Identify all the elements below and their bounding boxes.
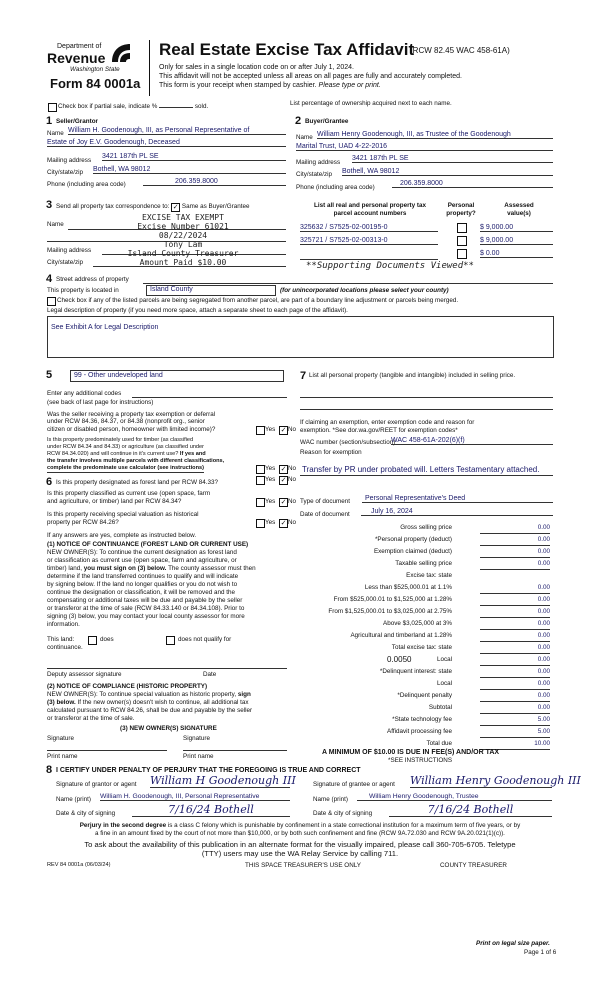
new-owner-signature-heading: (3) NEW OWNER(S) SIGNATURE	[120, 725, 217, 732]
q-timber-4: the transfer involves multiple parcels with different classifications,	[47, 458, 225, 464]
tax-value-local[interactable]: 0.00	[480, 654, 550, 666]
local-rate: 0.0050	[387, 655, 412, 664]
tax-row-tech-fee: *State technology fee 5.00	[300, 714, 550, 725]
land-does-not-checkbox[interactable]	[166, 636, 175, 645]
stamp-line-5: Island County Treasurer	[127, 249, 239, 258]
land-does-not-label: does not qualify for	[178, 636, 232, 643]
if-any-note: If any answers are yes, complete as instructed below.	[47, 532, 197, 539]
personal-property-line-2[interactable]	[300, 409, 553, 410]
buyer-city-label: City/state/zip	[296, 171, 333, 178]
tax-row-bracket-2: From $525,000.01 to $1,525,000 at 1.28% 0.00	[300, 594, 550, 605]
personal-property-checkbox-1[interactable]	[457, 223, 467, 233]
corr-city-label: City/state/zip	[47, 259, 84, 266]
treasurer-use-label: THIS SPACE TREASURER'S USE ONLY	[245, 862, 361, 869]
tax-row-total-due: Total due 10.00	[300, 738, 550, 749]
tax-row-interest-state: *Delinquent interest: state 0.00	[300, 666, 550, 677]
seller-phone[interactable]: 206.359.8000	[143, 178, 286, 186]
grantee-date-label: Date & city of signing	[313, 810, 373, 817]
corr-name-label: Name	[47, 221, 64, 228]
tax-value-bracket-3[interactable]: 0.00	[480, 606, 550, 618]
notice-1-line-c: timber) land, you must sign on (3) below. The county assessor must then	[47, 565, 256, 572]
q-forest-yes-checkbox[interactable]	[256, 476, 265, 485]
doc-date-label: Date of document	[300, 511, 350, 518]
street-address-label: Street address of property	[56, 276, 129, 283]
parcel-number-1[interactable]: 325632 / S7525-02-00195-0	[300, 224, 438, 232]
see-instructions-note: *SEE INSTRUCTIONS	[388, 757, 453, 764]
stamp-line-1: EXCISE TAX EXEMPT	[142, 213, 224, 222]
q-exemption-2: under RCW 84.36, 84.37, or 84.38 (nonprofit org., senior	[47, 418, 205, 425]
section-5-number: 5	[46, 369, 53, 381]
section-7-number: 7	[300, 370, 307, 382]
land-does-checkbox[interactable]	[88, 636, 97, 645]
stamp-line-2: Excise Number 61021	[137, 222, 229, 231]
notice-2-line-b: (3) below. If the new owner(s) doesn't wish to continue, all additional tax	[47, 699, 249, 706]
reason-line	[300, 475, 553, 476]
tax-row-agricultural: Agricultural and timberland at 1.28% 0.00	[300, 630, 550, 641]
tax-value-tech-fee[interactable]: 5.00	[480, 714, 550, 726]
corr-mailing-label: Mailing address	[47, 247, 92, 254]
land-use-select[interactable]: 99 - Other undeveloped land	[70, 370, 284, 382]
header-sub-1: Only for sales in a single location code on or after July 1, 2024.	[159, 64, 354, 71]
buyer-name-2[interactable]: Marital Trust, UAD 4-22-2016	[296, 143, 553, 151]
additional-codes-line[interactable]	[132, 397, 287, 398]
q-timber-yes-checkbox[interactable]	[256, 465, 265, 474]
tax-value-interest-local[interactable]: 0.00	[480, 678, 550, 690]
buyer-heading: Buyer/Grantee	[305, 118, 349, 125]
tax-value-penalty[interactable]: 0.00	[480, 690, 550, 702]
q-historic-2: property per RCW 84.26?	[47, 519, 119, 526]
deputy-signature-label: Deputy assessor signature	[47, 671, 122, 678]
owner-signature-label-1: Signature	[47, 735, 74, 742]
dept-label: Department of	[57, 43, 102, 50]
tax-row-local: Local 0.00	[300, 654, 550, 665]
assessed-header: Assessed value(s)	[504, 202, 534, 217]
tax-row-interest-local: Local 0.00	[300, 678, 550, 689]
notice-2-title: (2) NOTICE OF COMPLIANCE (HISTORIC PROPERTY)	[47, 683, 208, 690]
notice-1-line-h: or transferor at the time of sale (RCW 84.33.140 or 84.34.108). Prior to	[47, 605, 245, 612]
legal-desc-value: See Exhibit A for Legal Description	[51, 324, 159, 331]
q-current-use-yes-label: Yes	[265, 498, 276, 505]
q-forest: Is this property designated as forest land per RCW 84.33?	[56, 479, 219, 486]
tax-row-bracket-3: From $1,525,000.01 to $3,025,000 at 2.75% 0.00	[300, 606, 550, 617]
tax-value-bracket-2[interactable]: 0.00	[480, 594, 550, 606]
section-4-number: 4	[46, 273, 53, 285]
notice-2-line-a: NEW OWNER(S): To continue special valuation as historic property, sign	[47, 691, 251, 698]
q-exemption-yes-label: Yes	[265, 426, 276, 433]
alt-format-line-2: (TTY) users may use the WA Relay Service by calling 711.	[201, 849, 399, 858]
q-current-use-1: Is this property classified as current use (open space, farm	[47, 490, 211, 497]
segregated-label: Check box if any of the listed parcels are being segregated from another parcel, are part of a boundary line adjustment or parcels being merged.	[57, 297, 459, 304]
grantor-name-label: Name (print)	[56, 796, 91, 803]
county-select[interactable]: Island County	[146, 285, 276, 296]
buyer-phone[interactable]: 206.359.8000	[392, 180, 553, 188]
tax-value-bracket-1[interactable]: 0.00	[480, 582, 550, 594]
parcel-number-2[interactable]: 325721 / S7525-02-00313-0	[300, 237, 438, 245]
q-exemption-no-checkbox[interactable]: ✓	[280, 427, 287, 434]
tax-row-gross: Gross selling price 0.00	[300, 522, 550, 533]
buyer-name-1[interactable]: William Henry Goodenough, III, as Trustee of the Goodenough	[317, 131, 553, 139]
q-historic-no-checkbox[interactable]: ✓	[280, 520, 287, 527]
header-sub-3: This form is your receipt when stamped by cashier. Please type or print.	[159, 82, 381, 89]
seller-phone-label: Phone (including area code)	[47, 181, 126, 188]
tax-value-bracket-4[interactable]: 0.00	[480, 618, 550, 630]
alt-format-line-1: To ask about the availability of this publication in an alternate format for the visually impaired, please call 360-705-6705. Teletype	[84, 840, 516, 849]
q-forest-yes-label: Yes	[265, 476, 276, 483]
personal-header: Personal property?	[446, 202, 476, 217]
tax-value-total-state[interactable]: 0.00	[480, 642, 550, 654]
form-rcw: (RCW 82.45 WAC 458-61A)	[410, 46, 510, 55]
deputy-date-label: Date	[203, 671, 217, 678]
grantee-name[interactable]: William Henry Goodenough, Trustee	[357, 793, 552, 801]
notice-1-line-i: signing (3) below, you may contact your local county assessor for more	[47, 613, 245, 620]
q-timber-5: complete the predominate use calculator (see instructions)	[47, 465, 204, 471]
buyer-city[interactable]: Bothell, WA 98012	[342, 168, 553, 176]
legal-desc-label: Legal description of property (if you need more space, attach a separate sheet to each page of the affidavit).	[47, 307, 348, 314]
parcel-header: List all real and personal property tax parcel account numbers	[314, 202, 426, 217]
section-6-number: 6	[46, 476, 53, 488]
legal-desc-box[interactable]	[47, 316, 554, 358]
revenue-logo-text: Revenue	[47, 50, 106, 66]
seller-mailing-label: Mailing address	[47, 157, 92, 164]
same-as-buyer-checkbox[interactable]: ✓	[172, 204, 179, 211]
section-2-number: 2	[295, 115, 302, 127]
q-historic-1: Is this property receiving special valuation as historical	[47, 511, 199, 518]
owner-signature-label-2: Signature	[183, 735, 210, 742]
perjury-line-1: Perjury in the second degree is a class C felony which is punishable by confinement in a state correctional institution for a maximum term of five years, or by	[79, 822, 521, 829]
tax-row-penalty: *Delinquent penalty 0.00	[300, 690, 550, 701]
seller-heading: Seller/Grantor	[56, 118, 98, 125]
notice-1-line-j: information.	[47, 621, 80, 628]
tax-value-processing-fee[interactable]: 5.00	[480, 726, 550, 738]
owner-print-label-1: Print name	[47, 753, 78, 760]
notice-1-line-e: by signing below. If the land no longer qualifies or you do not wish to	[47, 581, 238, 588]
seller-mailing[interactable]: 3421 187th PL SE	[102, 153, 286, 161]
tax-row-excise-state: Excise tax: state	[406, 572, 452, 579]
perjury-line-2: a fine in an amount fixed by the court of not more than $10,000, or by both such confinement and fine (RCW 9A.72.030 and RCW 9A.20.021(1)(c)).	[95, 830, 505, 837]
tax-row-taxable: Taxable selling price 0.00	[300, 558, 550, 569]
grantor-date[interactable]: 7/16/24 Bothell	[132, 803, 290, 817]
stamp-line-3: 08/22/2024	[158, 231, 208, 240]
seller-city[interactable]: Bothell, WA 98012	[93, 166, 286, 174]
form-number: Form 84 0001a	[50, 76, 141, 91]
claim-exemption-2: exemption. *See dor.wa.gov/REET for exemption codes*	[300, 427, 458, 434]
partial-sale-label: Check box if partial sale, indicate % sold.	[58, 103, 209, 110]
unincorporated-note: (for unincorporated locations please select your county)	[280, 287, 449, 294]
owner-signature-line-1[interactable]	[47, 750, 167, 751]
q-exemption-yes-checkbox[interactable]	[256, 426, 265, 435]
form-title: Real Estate Excise Tax Affidavit	[159, 40, 415, 59]
continuance-label: continuance.	[47, 644, 83, 651]
notice-1-title: (1) NOTICE OF CONTINUANCE (FOREST LAND OR CURRENT USE)	[47, 541, 249, 548]
tax-row-subtotal: Subtotal 0.00	[300, 702, 550, 713]
header-divider	[149, 40, 150, 96]
seller-name-label: Name	[47, 130, 64, 137]
ownership-note: List percentage of ownership acquired next to each name.	[290, 100, 452, 107]
seller-name-1[interactable]: William H. Goodenough, III, as Personal Representative of	[68, 127, 286, 135]
supporting-docs-stamp: **Supporting Documents Viewed**	[306, 261, 474, 271]
tax-row-personal: *Personal property (deduct) 0.00	[300, 534, 550, 545]
land-does-label: does	[100, 636, 114, 643]
seller-name-2[interactable]: Estate of Joy E.V. Goodenough, Deceased	[47, 139, 286, 147]
q-historic-no-label: No	[288, 519, 297, 526]
notice-1-line-g: compensating or additional taxes will be due and payable by the seller	[47, 597, 243, 604]
personal-property-checkbox-3[interactable]	[457, 249, 467, 259]
grantor-date-label: Date & city of signing	[56, 810, 116, 817]
q-current-use-no-label: No	[288, 498, 297, 505]
partial-sale-checkbox[interactable]	[48, 103, 57, 112]
notice-2-line-d: or transferor at the time of sale.	[47, 715, 135, 722]
notice-1-line-d: determine if the land transferred continues to qualify and will indicate	[47, 573, 239, 580]
claim-exemption-1: If claiming an exemption, enter exemption code and reason for	[300, 419, 475, 426]
assessed-value-2[interactable]: $ 9,000.00	[480, 237, 553, 245]
header-sub-2: This affidavit will not be accepted unless all areas on all pages are fully and accurately completed.	[159, 73, 462, 80]
county-treasurer-label: COUNTY TREASURER	[440, 862, 507, 869]
grantee-signature[interactable]: William Henry Goodenough III	[410, 774, 581, 787]
notice-1-line-f: continue the designation or classification, it will be removed and the	[47, 589, 235, 596]
q-timber-1: Is this property predominately used for timber (as classified	[47, 437, 194, 443]
tax-value-agricultural[interactable]: 0.00	[480, 630, 550, 642]
segregated-checkbox[interactable]	[47, 297, 56, 306]
stamp-line-4: Tony Lam	[163, 240, 203, 249]
wac-value[interactable]: WAC 458-61A-202(6)(f)	[391, 437, 553, 445]
tax-value-interest-state[interactable]: 0.00	[480, 666, 550, 678]
notice-2-line-c: calculated pursuant to RCW 84.26, shall be due and payable by the seller	[47, 707, 253, 714]
tax-row-bracket-1: Less than $525,000.01 at 1.1% 0.00	[300, 582, 550, 593]
q-historic-yes-label: Yes	[265, 519, 276, 526]
located-label: This property is located in	[47, 287, 119, 294]
parcel-number-3[interactable]	[300, 250, 438, 260]
seller-city-label: City/state/zip	[47, 169, 84, 176]
q-exemption-3: citizen or disabled person, homeowner with limited income)?	[47, 426, 216, 433]
buyer-name-label: Name	[296, 134, 313, 141]
tax-value-personal[interactable]: 0.00	[480, 534, 550, 546]
tax-value-total-due[interactable]: 10.00	[480, 738, 550, 750]
minimum-due-note: A MINIMUM OF $10.00 IS DUE IN FEE(S) AND/OR TAX	[322, 749, 500, 756]
q-timber-yes-label: Yes	[265, 465, 276, 472]
grantee-date[interactable]: 7/16/24 Bothell	[389, 803, 552, 817]
tax-value-taxable[interactable]: 0.00	[480, 558, 550, 570]
assessed-value-3[interactable]: $ 0.00	[480, 250, 553, 258]
buyer-phone-label: Phone (including area code)	[296, 184, 375, 191]
personal-property-list-label: List all personal property (tangible and intangible) included in selling price.	[309, 372, 516, 379]
q-forest-no-label: No	[288, 476, 297, 483]
see-back-note: (see back of last page for instructions)	[47, 399, 154, 406]
q-historic-yes-checkbox[interactable]	[256, 519, 265, 528]
q-current-use-yes-checkbox[interactable]	[256, 498, 265, 507]
tax-value-subtotal[interactable]: 0.00	[480, 702, 550, 714]
page-number: Page 1 of 6	[524, 949, 557, 956]
owner-signature-line-2[interactable]	[183, 750, 287, 751]
tax-row-total-state: Total excise tax: state 0.00	[300, 642, 550, 653]
additional-codes-label: Enter any additional codes	[47, 390, 122, 397]
q-timber-no-checkbox[interactable]: ✓	[280, 466, 287, 473]
tax-row-bracket-4: Above $3,025,000 at 3% 0.00	[300, 618, 550, 629]
notice-1-line-b: or classification as current use (open space, farm and agriculture, or	[47, 557, 237, 564]
buyer-mailing[interactable]: 3421 187th PL SE	[352, 155, 553, 163]
q-timber-no-label: No	[288, 465, 297, 472]
grantee-name-label: Name (print)	[313, 796, 348, 803]
notice-1-line-a: NEW OWNER(S): To continue the current designation as forest land	[47, 549, 237, 556]
street-address-line[interactable]	[143, 283, 553, 284]
q-timber-2: under RCW 84.34 and 84.33) or agriculture (as classified under	[47, 444, 205, 450]
treasurer-stamp	[108, 213, 258, 267]
state-label: Washington State	[70, 66, 120, 73]
owner-print-label-2: Print name	[183, 753, 214, 760]
grantor-signature-label: Signature of grantor or agent	[56, 781, 137, 788]
section-3-number: 3	[46, 199, 53, 211]
deputy-signature-line[interactable]	[47, 668, 287, 669]
grantor-name[interactable]: William H. Goodenough, III, Personal Representative	[100, 793, 290, 801]
section-3-text: Send all property tax correspondence to: ✓ Same as Buyer/Grantee	[56, 203, 250, 211]
wac-label: WAC number (section/subsection)	[300, 439, 396, 446]
buyer-mailing-label: Mailing address	[296, 159, 341, 166]
grantor-signature[interactable]: William H Goodenough III	[150, 774, 296, 787]
q-exemption-1: Was the seller receiving a property tax exemption or deferral	[47, 411, 216, 418]
q-exemption-no-label: No	[288, 426, 297, 433]
legal-paper-note: Print on legal size paper.	[476, 940, 550, 947]
q-forest-no-checkbox[interactable]: ✓	[280, 477, 287, 484]
stamp-line-6: Amount Paid $10.00	[139, 258, 227, 267]
certify-statement: I CERTIFY UNDER PENALTY OF PERJURY THAT THE FOREGOING IS TRUE AND CORRECT	[56, 767, 361, 774]
this-land-label: This land:	[47, 636, 75, 643]
doc-date-value[interactable]: July 16, 2024	[361, 508, 553, 516]
doc-type-label: Type of document	[300, 498, 351, 505]
q-timber-3: RCW 84.34.020) and will continue in it's current use? If yes and	[47, 451, 206, 457]
doc-type-value[interactable]: Personal Representative's Deed	[362, 495, 553, 503]
tax-value-gross[interactable]: 0.00	[480, 522, 550, 534]
personal-property-line-1[interactable]	[300, 397, 553, 398]
tax-row-exemption: Exemption claimed (deduct) 0.00	[300, 546, 550, 557]
grantee-signature-label: Signature of grantee or agent	[313, 781, 395, 788]
revenue-logo-icon	[108, 40, 134, 66]
section-1-number: 1	[46, 115, 53, 127]
q-current-use-2: and agriculture, or timber) land per RCW 84.34?	[47, 498, 182, 505]
q-current-use-no-checkbox[interactable]: ✓	[280, 499, 287, 506]
revision-label: REV 84 0001a (06/03/24)	[47, 862, 111, 868]
tax-value-exemption[interactable]: 0.00	[480, 546, 550, 558]
reason-value[interactable]: Transfer by PR under probated will. Letters Testamentary attached.	[302, 465, 540, 474]
personal-property-checkbox-2[interactable]	[457, 236, 467, 246]
section-8-number: 8	[46, 764, 53, 776]
tax-row-processing-fee: Affidavit processing fee 5.00	[300, 726, 550, 737]
reason-label: Reason for exemption	[300, 449, 362, 456]
assessed-value-1[interactable]: $ 9,000.00	[480, 224, 553, 232]
